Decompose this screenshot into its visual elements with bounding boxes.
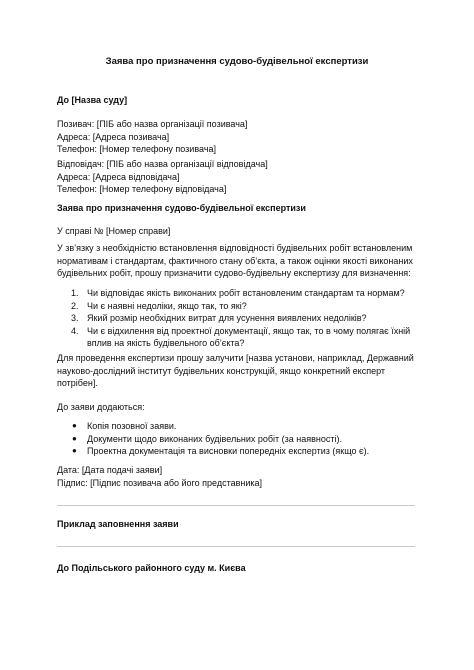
bullet-icon: ● — [72, 446, 77, 455]
attachments-title: До заяви додаються: — [57, 402, 145, 412]
defendant-name: Відповідач: [ПІБ або назва організації відповідача] — [57, 159, 268, 169]
divider — [57, 505, 415, 506]
section-title: Заява про призначення судово-будівельної експертизи — [57, 203, 306, 213]
bullet-icon: ● — [72, 433, 77, 443]
document-title: Заява про призначення судово-будівельної експертизи — [105, 56, 369, 67]
plaintiff-name: Позивач: [ПІБ або назва організації позивача] — [57, 119, 248, 129]
list-text: Копія позовної заяви. — [87, 421, 177, 431]
defendant-phone: Телефон: [Номер телефону відповідача] — [57, 184, 227, 194]
signature-block — [57, 464, 262, 489]
date-line: Дата: [Дата подачі заяви] — [57, 465, 163, 475]
example-title: Приклад заповнення заяви — [57, 519, 179, 529]
expert-request-paragraph: Для проведення експертизи прошу залучити [назва установи, наприклад, Державний науково-дослідний інститут будівельних конструкцій, якщо конкретний експерт потрібен]. — [57, 353, 414, 388]
list-text: Проектна документація та висновки попередніх експертиз (якщо є). — [87, 446, 370, 456]
plaintiff-phone: Телефон: [Номер телефону позивача] — [57, 144, 217, 154]
list-item — [71, 287, 427, 300]
court-addressee: До [Назва суду] — [57, 95, 128, 105]
questions-list — [71, 287, 427, 350]
attachments-list — [71, 420, 369, 458]
divider — [57, 546, 415, 547]
list-number: 1. — [71, 288, 79, 298]
list-item — [71, 312, 427, 325]
list-text: Чи є відхилення від проектної документації, якщо так, то в чому полягає їхній вплив на якість будівельного об’єкта? — [87, 325, 411, 348]
list-item — [71, 445, 369, 458]
plaintiff-address: Адреса: [Адреса позивача] — [57, 131, 170, 142]
defendant-block — [57, 158, 268, 196]
bullet-icon: ● — [72, 421, 77, 430]
defendant-address: Адреса: [Адреса відповідача] — [57, 171, 180, 182]
example-court: До Подільського районного суду м. Києва — [57, 563, 246, 573]
case-number: У справі № [Номер справи] — [57, 226, 171, 236]
list-number: 2. — [71, 300, 79, 311]
intro-paragraph: У зв’язку з необхідністю встановлення відповідності будівельних робіт встановленим нормативам і стандартам, фактичного стану об’єкта, а також оцінки якості виконаних будівельних робіт, прошу призначити судово-будівельну експертизу для визначення: — [57, 243, 413, 278]
list-number: 3. — [71, 313, 79, 323]
list-item — [71, 300, 427, 313]
list-text: Чи відповідає якість виконаних робіт встановленим стандартам та нормам? — [87, 288, 405, 298]
plaintiff-block — [57, 118, 247, 156]
list-number: 4. — [71, 325, 79, 336]
list-item — [71, 420, 369, 433]
list-item — [71, 325, 427, 350]
signature-line: Підпис: [Підпис позивача або його представника] — [57, 477, 263, 488]
list-text: Документи щодо виконаних будівельних робіт (за наявності). — [87, 433, 343, 444]
list-item — [71, 433, 369, 446]
list-text: Чи є наявні недоліки, якщо так, то які? — [87, 300, 247, 311]
list-text: Який розмір необхідних витрат для усунення виявлених недоліків? — [87, 313, 367, 323]
